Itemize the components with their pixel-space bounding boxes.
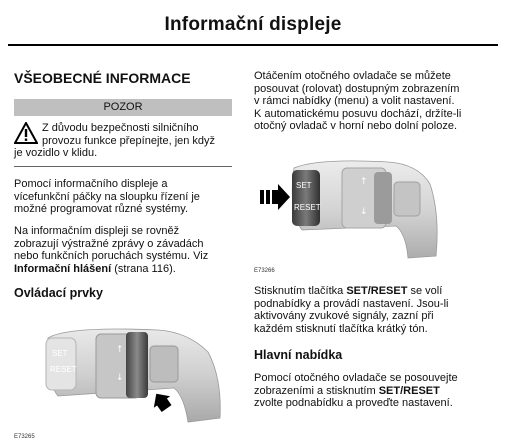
text-line: Otáčením otočného ovladače se můžete xyxy=(254,70,451,82)
text-line: Pomocí informačního displeje a xyxy=(14,178,168,190)
text-span: se volí xyxy=(407,285,443,297)
figure-code-left: E73265 xyxy=(14,434,35,440)
bold-term: SET/RESET xyxy=(346,285,408,297)
text-line xyxy=(254,385,494,398)
title-rule xyxy=(8,44,498,46)
right-paragraph-3 xyxy=(254,372,494,410)
page-reference: (strana 116). xyxy=(111,262,176,275)
section-heading: VŠEOBECNÉ INFORMACE xyxy=(14,70,191,86)
text-span: Stisknutím tlačítka xyxy=(254,285,347,297)
warning-label: POZOR xyxy=(14,99,232,116)
text-line: otočný ovladač v horní nebo dolní poloze. xyxy=(254,120,458,132)
text-line: Pomocí otočného ovladače se posouvejte xyxy=(254,372,458,384)
warning-triangle-icon xyxy=(14,122,38,144)
text-line: K automatickému posuvu dochází, držíte-li xyxy=(254,107,462,120)
text-line: podnabídky a provádí nastavení. Jsou-li xyxy=(254,297,449,310)
text-line: posouvat (rolovat) dostupným zobrazením xyxy=(254,82,460,95)
up-arrow-icon: ↑ xyxy=(116,345,124,355)
down-arrow-icon: ↓ xyxy=(360,207,368,217)
warning-line-1: Z důvodu bezpečnosti silničního xyxy=(42,122,199,134)
subheading-controls: Ovládací prvky xyxy=(14,286,103,300)
up-arrow-icon: ↑ xyxy=(360,177,368,187)
warning-box xyxy=(14,122,234,160)
text-line: každém stisknutí tlačítka krátký tón. xyxy=(254,322,428,335)
warning-line-3: je vozidlo v klidu. xyxy=(14,147,98,159)
text-line: nebo funkčních poruchách systému. Viz xyxy=(14,250,209,262)
paragraph-2 xyxy=(14,225,236,275)
text-line: možné programovat různé systémy. xyxy=(14,203,189,215)
down-arrow-icon: ↓ xyxy=(116,373,124,383)
set-label: SET xyxy=(296,181,312,190)
right-paragraph-1 xyxy=(254,70,494,133)
warning-rule xyxy=(14,166,232,167)
text-line: zvolte podnabídku a proveďte nastavení. xyxy=(254,397,453,409)
right-paragraph-2 xyxy=(254,285,494,335)
pointer-arrow-icon xyxy=(148,388,175,414)
figure-code-right: E73266 xyxy=(254,268,275,274)
stalk-illustration-left xyxy=(38,318,224,424)
stalk-illustration-right xyxy=(258,154,440,260)
text-line: zobrazují výstražné zprávy o závadách xyxy=(14,237,204,250)
push-arrow-icon xyxy=(260,184,290,210)
text-line xyxy=(254,285,494,298)
page-title: Informační displeje xyxy=(164,14,342,35)
warning-line-2: provozu funkce přepínejte, jen když xyxy=(42,134,216,147)
text-line: v rámci nabídky (menu) a volit nastavení. xyxy=(254,95,455,107)
cross-reference-link[interactable]: Informační hlášení xyxy=(14,262,112,275)
text-line: Na informačním displeji se rovněž xyxy=(14,225,180,237)
reset-label: RESET xyxy=(50,365,77,374)
reset-label: RESET xyxy=(294,203,321,212)
subheading-main-menu: Hlavní nabídka xyxy=(254,348,343,362)
text-line xyxy=(14,263,236,276)
bold-term: SET/RESET xyxy=(378,384,440,397)
text-line: aktivovány zvukové signály, zazní při xyxy=(254,310,434,322)
text-line: vícefunkční páčky na sloupku řízení je xyxy=(14,190,200,203)
set-label: SET xyxy=(52,349,68,358)
text-span: zobrazeními a stisknutím xyxy=(254,384,379,397)
paragraph-1 xyxy=(14,178,234,216)
